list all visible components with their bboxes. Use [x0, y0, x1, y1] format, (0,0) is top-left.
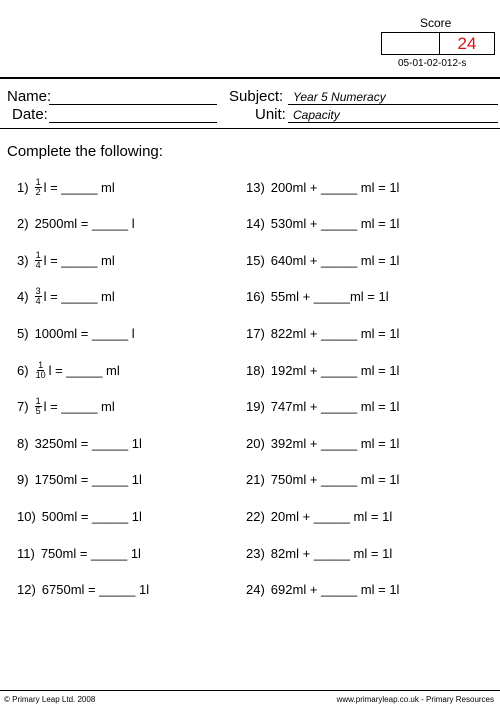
problem-text: 392ml + _____ ml = 1l: [270, 435, 400, 451]
problem-number: 9): [17, 472, 29, 488]
problem-number: 16): [246, 289, 265, 305]
problem-number: 11): [17, 545, 35, 561]
problem-text: l = _____ ml: [43, 179, 115, 195]
score-value: 24: [457, 34, 477, 53]
header-bottom-rule: [0, 128, 500, 129]
problem-text: 750ml + _____ ml = 1l: [270, 472, 400, 488]
unit-value: Capacity: [293, 108, 340, 122]
problem-number: 20): [246, 435, 265, 451]
fraction-denominator: 10: [35, 369, 46, 380]
problem-text: 640ml + _____ ml = 1l: [270, 252, 400, 268]
problem-number: 21): [246, 472, 265, 488]
fraction-numerator: 1: [35, 249, 41, 260]
problem-number: 18): [246, 362, 265, 378]
problem-number: 24): [246, 582, 265, 598]
date-line[interactable]: [49, 106, 217, 123]
problem-number: 22): [246, 508, 265, 524]
problem-item: [246, 250, 399, 270]
problem-number: 17): [246, 325, 265, 341]
problem-number: 4): [17, 289, 29, 305]
problem-number: 5): [17, 325, 29, 341]
problem-item: [246, 433, 399, 453]
problem-number: 23): [246, 545, 265, 561]
name-line[interactable]: [49, 88, 217, 105]
fraction-numerator: 1: [38, 359, 44, 370]
subject-value: Year 5 Numeracy: [293, 90, 386, 104]
problem-text: 500ml = _____ 1l: [41, 508, 142, 524]
problem-text: 822ml + _____ ml = 1l: [270, 325, 400, 341]
problem-item: [246, 506, 392, 526]
footer-rule: [0, 690, 500, 691]
problem-number: 6): [17, 362, 29, 378]
problem-number: 1): [17, 179, 29, 195]
problem-item: [246, 214, 399, 234]
problem-text: 6750ml = _____ 1l: [41, 582, 150, 598]
problem-number: 8): [17, 435, 29, 451]
worksheet-code: 05-01-02-012-s: [398, 58, 467, 69]
problem-item: [246, 360, 399, 380]
problem-item: [246, 397, 399, 417]
problem-number: 2): [17, 216, 29, 232]
problem-item: [17, 214, 135, 234]
problem-item: [17, 580, 149, 600]
fraction-numerator: 1: [35, 396, 41, 407]
problem-number: 10): [17, 508, 36, 524]
problem-item: [246, 287, 389, 307]
problem-text: 1000ml = _____ l: [34, 325, 135, 341]
footer-website: www.primaryleap.co.uk - Primary Resources: [336, 695, 494, 704]
problem-text: l = _____ ml: [43, 252, 115, 268]
problem-number: 15): [246, 252, 265, 268]
problem-text: l = _____ ml: [43, 399, 115, 415]
problem-item: [246, 323, 399, 343]
problem-text: 692ml + _____ ml = 1l: [270, 582, 400, 598]
problem-item: [17, 323, 135, 343]
fraction: [35, 287, 42, 306]
problem-text: l = _____ ml: [43, 289, 115, 305]
problem-text: 2500ml = _____ l: [34, 216, 135, 232]
date-label: Date:: [12, 106, 48, 123]
fraction-denominator: 5: [35, 406, 41, 417]
score-label: Score: [420, 16, 452, 30]
problem-item: [17, 543, 141, 563]
problem-item: [246, 177, 399, 197]
problem-number: 12): [17, 582, 36, 598]
problem-number: 14): [246, 216, 265, 232]
fraction-numerator: 1: [35, 176, 41, 187]
problem-text: l = _____ ml: [48, 362, 120, 378]
fraction: [35, 178, 42, 197]
problem-item: [17, 433, 142, 453]
fraction-numerator: 3: [35, 286, 41, 297]
fraction-denominator: 4: [35, 259, 41, 270]
problem-text: 82ml + _____ ml = 1l: [270, 545, 393, 561]
problem-text: 530ml + _____ ml = 1l: [270, 216, 400, 232]
problem-text: 750ml = _____ 1l: [40, 545, 141, 561]
problem-text: 3250ml = _____ 1l: [34, 435, 142, 451]
problem-text: 200ml + _____ ml = 1l: [270, 179, 400, 195]
problem-item: [17, 470, 142, 490]
problem-number: 13): [246, 179, 265, 195]
fraction: [35, 361, 47, 380]
header-top-rule: [0, 77, 500, 79]
problem-text: 747ml + _____ ml = 1l: [270, 399, 400, 415]
footer-copyright: © Primary Leap Ltd. 2008: [4, 695, 96, 704]
problem-item: [246, 543, 392, 563]
problem-text: 55ml + _____ml = 1l: [270, 289, 389, 305]
fraction: [35, 251, 42, 270]
unit-label: Unit:: [255, 106, 286, 123]
fraction-denominator: 4: [35, 296, 41, 307]
instructions: Complete the following:: [7, 143, 163, 160]
problem-item: [246, 580, 399, 600]
problem-item: [17, 177, 115, 197]
problem-text: 20ml + _____ ml = 1l: [270, 508, 393, 524]
problem-item: [17, 506, 142, 526]
problem-text: 192ml + _____ ml = 1l: [270, 362, 400, 378]
problem-item: [17, 397, 115, 417]
score-empty-cell: [382, 33, 440, 54]
problem-number: 3): [17, 252, 29, 268]
name-label: Name:: [7, 88, 52, 105]
problem-item: [17, 360, 120, 380]
score-box: [381, 32, 495, 55]
problem-number: 7): [17, 399, 29, 415]
fraction: [35, 397, 42, 416]
problem-text: 1750ml = _____ 1l: [34, 472, 142, 488]
problem-item: [17, 287, 115, 307]
fraction-denominator: 2: [35, 186, 41, 197]
problem-item: [246, 470, 399, 490]
subject-label: Subject:: [229, 88, 284, 105]
problem-number: 19): [246, 399, 265, 415]
problem-item: [17, 250, 115, 270]
